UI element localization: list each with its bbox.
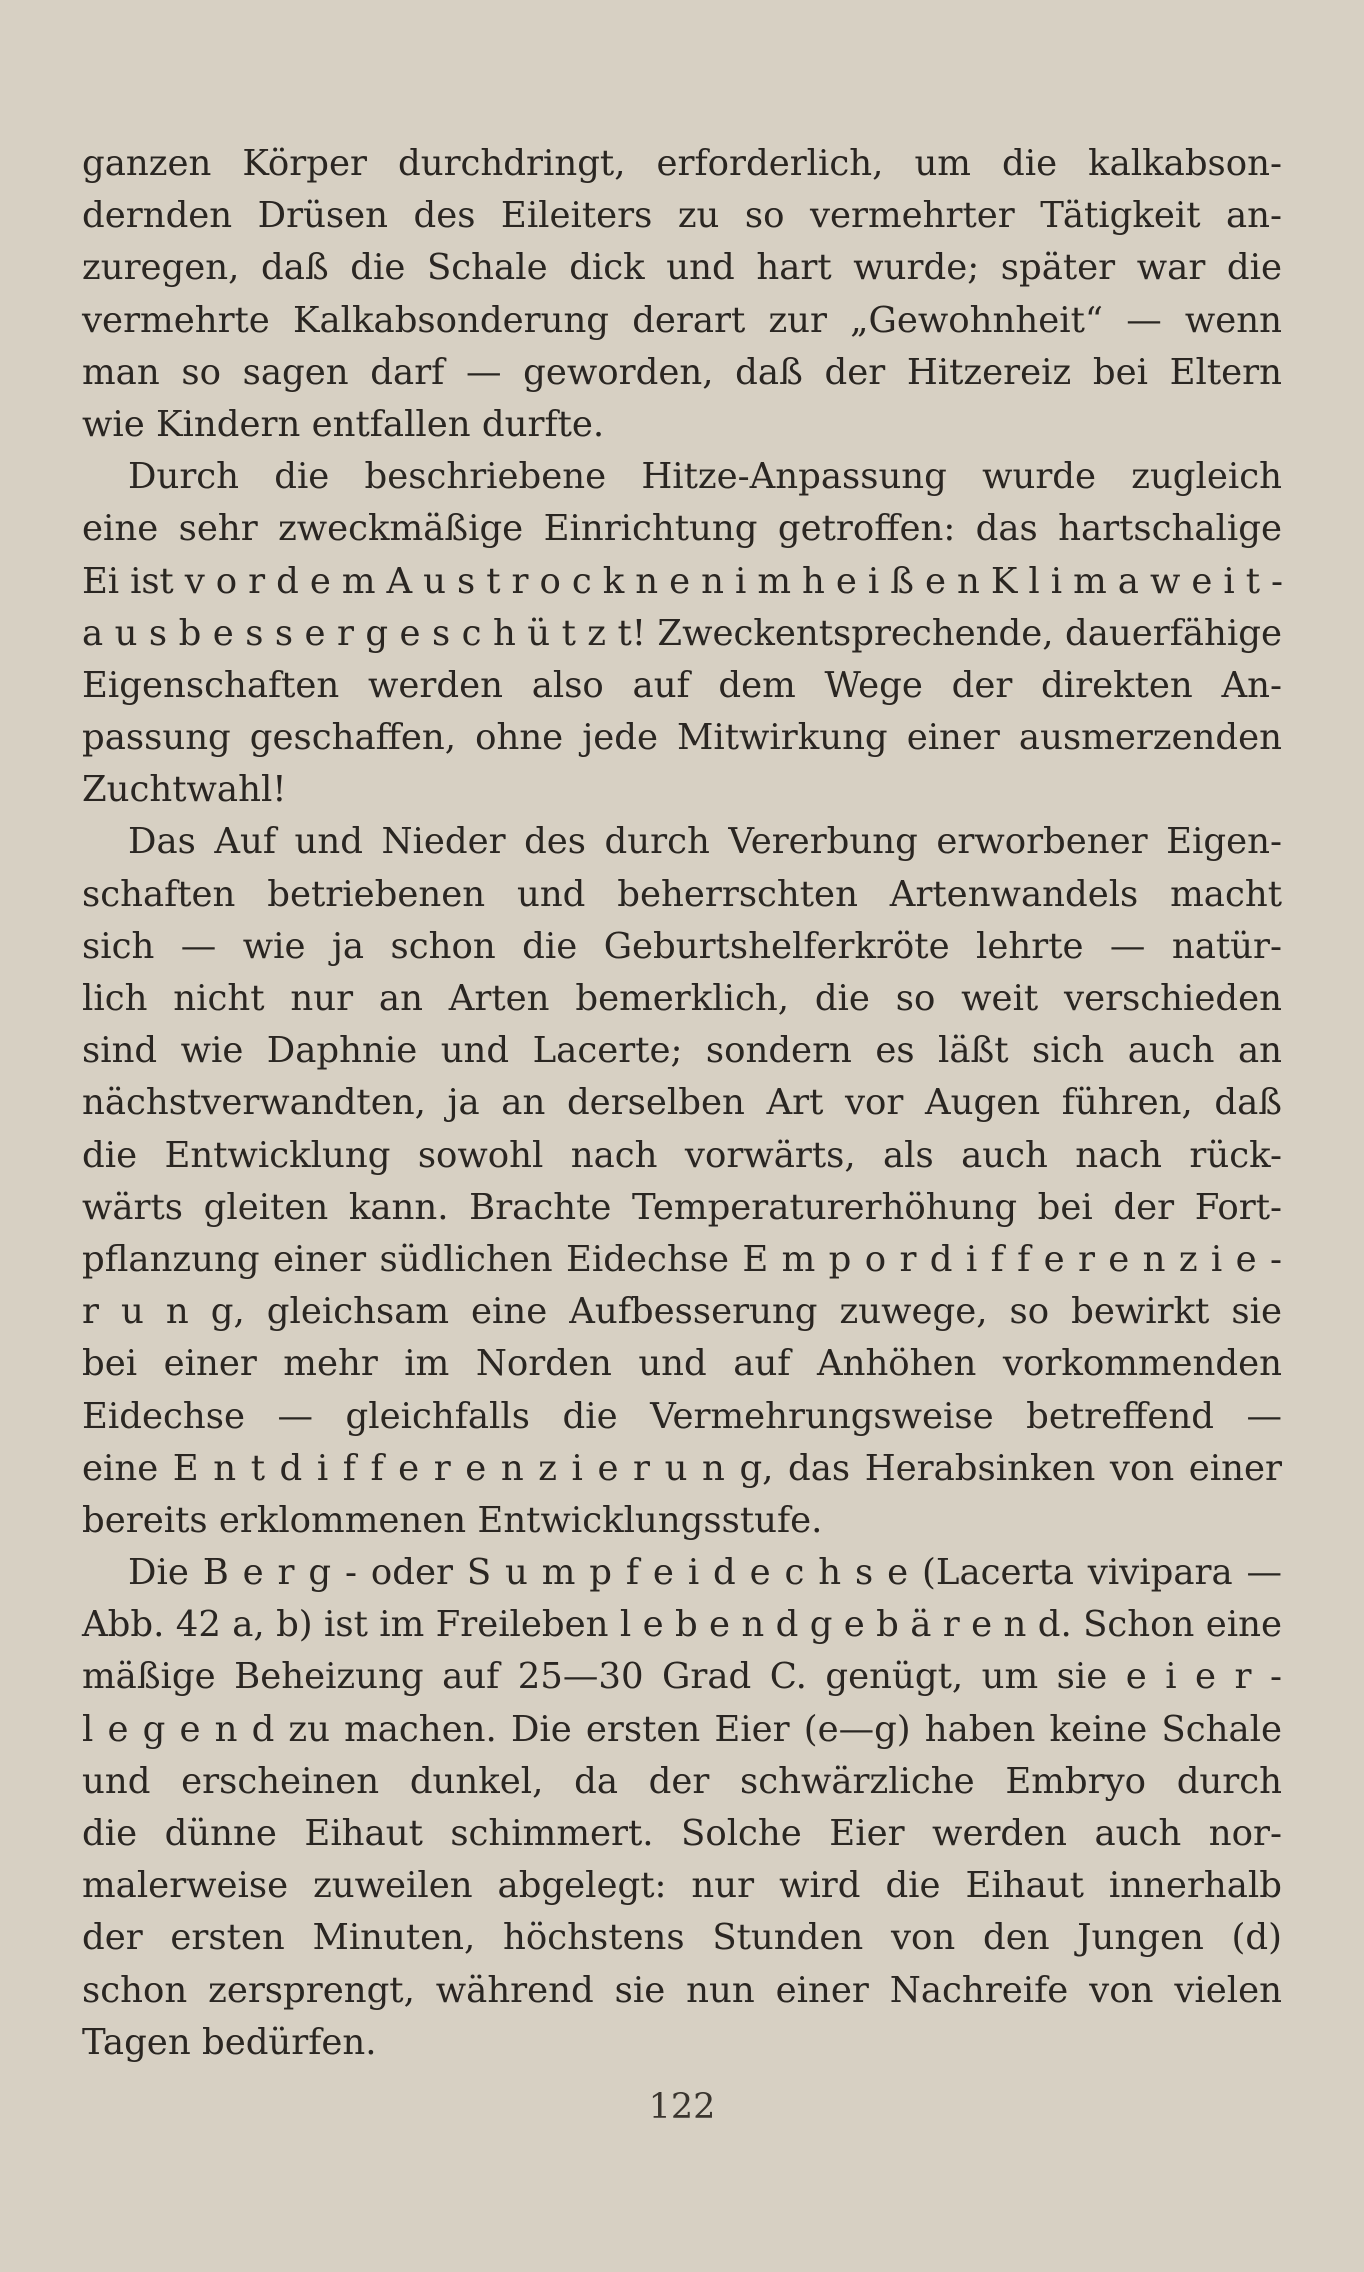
text-line: bereits erklommenen Entwicklungsstufe. <box>82 1499 823 1541</box>
text-line: Eidechse — gleichfalls die Vermehrungsweise betreffend — <box>82 1395 1282 1437</box>
text-line: wie Kindern entfallen durfte. <box>82 403 605 445</box>
page-number: 122 <box>648 2087 716 2127</box>
text-line: mäßige Beheizung auf 25—30 Grad C. genügt, um sie e i e r - <box>82 1656 1282 1698</box>
text-line: zuregen, daß die Schale dick und hart wurde; später war die <box>82 247 1282 289</box>
text-line: r u n g, gleichsam eine Aufbesserung zuwege, so bewirkt sie <box>82 1291 1282 1333</box>
text-line: Durch die beschriebene Hitze-Anpassung wurde zugleich <box>128 456 1282 498</box>
text-line: ganzen Körper durchdringt, erforderlich, um die kalkabson- <box>82 143 1282 184</box>
text-line: wärts gleiten kann. Brachte Temperaturerhöhung bei der Fort- <box>82 1186 1282 1228</box>
text-line: l e g e n d zu machen. Die ersten Eier (e—g) haben keine Schale <box>82 1708 1282 1750</box>
text-line: die dünne Eihaut schimmert. Solche Eier werden auch nor- <box>82 1813 1282 1854</box>
text-line: Zuchtwahl! <box>82 769 287 811</box>
text-line: man so sagen darf — geworden, daß der Hitzereiz bei Eltern <box>82 351 1282 393</box>
text-line: nächstverwandten, ja an derselben Art vor Augen führen, daß <box>82 1082 1282 1124</box>
text-line: die Entwicklung sowohl nach vorwärts, als auch nach rück- <box>82 1134 1282 1176</box>
text-line: schaften betriebenen und beherrschten Artenwandels macht <box>82 873 1282 915</box>
text-line: und erscheinen dunkel, da der schwärzliche Embryo durch <box>82 1760 1282 1802</box>
text-line: der ersten Minuten, höchstens Stunden von den Jungen (d) <box>82 1917 1282 1959</box>
text-line: dernden Drüsen des Eileiters zu so vermehrter Tätigkeit an- <box>82 195 1282 237</box>
text-line: Tagen bedürfen. <box>82 2021 377 2063</box>
text-line: vermehrte Kalkabsonderung derart zur „Gewohnheit“ — wenn <box>82 299 1282 341</box>
text-line: malerweise zuweilen abgelegt: nur wird die Eihaut innerhalb <box>82 1865 1282 1907</box>
text-line: Abb. 42 a, b) ist im Freileben l e b e n d g e b ä r e n d. Schon eine <box>82 1604 1282 1646</box>
body-text <box>82 138 1282 2069</box>
text-line: eine E n t d i f f e r e n z i e r u n g, das Herabsinken von einer <box>82 1447 1282 1489</box>
text-line: sich — wie ja schon die Geburtshelferkröte lehrte — natür- <box>82 925 1282 967</box>
text-line: Die B e r g - oder S u m p f e i d e c h s e (Lacerta vivipara — <box>128 1552 1282 1594</box>
text-line: bei einer mehr im Norden und auf Anhöhen vorkommenden <box>82 1343 1282 1385</box>
text-line: Das Auf und Nieder des durch Vererbung erworbener Eigen- <box>128 821 1282 863</box>
text-line: passung geschaffen, ohne jede Mitwirkung einer ausmerzenden <box>82 717 1282 759</box>
text-line: eine sehr zweckmäßige Einrichtung getroffen: das hartschalige <box>82 508 1282 550</box>
text-line: sind wie Daphnie und Lacerte; sondern es läßt sich auch an <box>82 1030 1282 1072</box>
text-line: Eigenschaften werden also auf dem Wege der direkten An- <box>82 664 1282 706</box>
text-line: Ei ist v o r d e m A u s t r o c k n e n i m h e i ß e n K l i m a w e i t - <box>82 560 1283 602</box>
text-line: pflanzung einer südlichen Eidechse E m p o r d i f f e r e n z i e - <box>82 1238 1282 1280</box>
text-line: lich nicht nur an Arten bemerklich, die so weit verschieden <box>82 978 1282 1019</box>
text-line: a u s b e s s e r g e s c h ü t z t! Zweckentsprechende, dauerfähige <box>82 612 1282 654</box>
text-line: schon zersprengt, während sie nun einer Nachreife von vielen <box>82 1969 1282 2011</box>
